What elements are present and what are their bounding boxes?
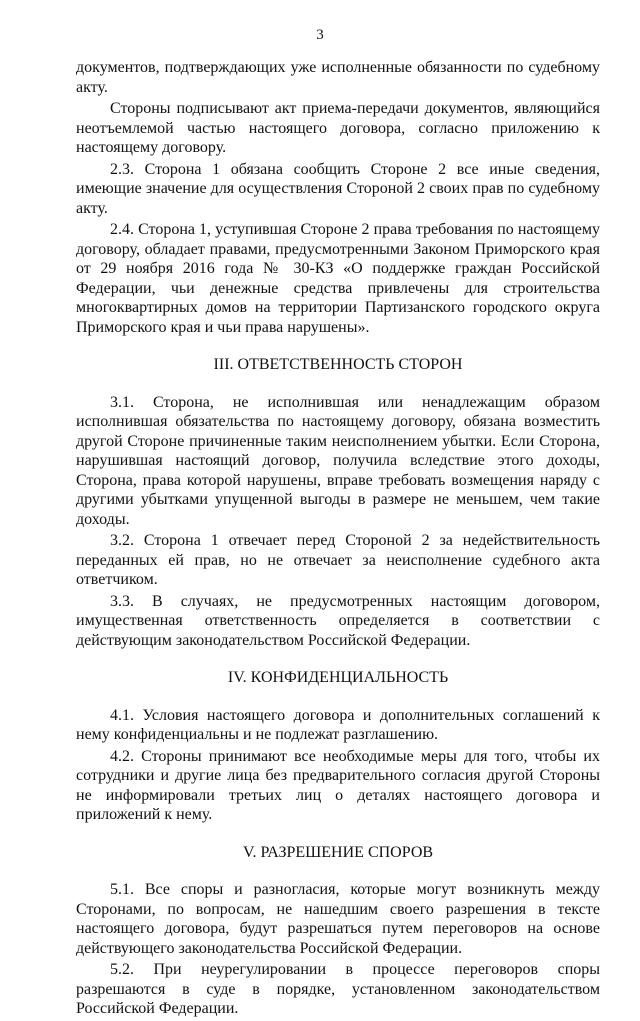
paragraph: 3.1. Сторона, не исполнившая или ненадлежащим образом исполнившая обязательства по настоящему договору, обязана возместить другой Стороне причиненные таким неисполнением убытки. Если Сторона, нарушившая настоящий договор, получила вследствие этого доходы, Сторона, права которой нарушены, вправе требовать возмещения наряду с другими убытками упущенной выгоды в размере не меньшем, чем такие доходы. [76, 393, 600, 528]
paragraph: 5.2. При неурегулировании в процессе переговоров споры разрешаются в суде в порядке, установленном законодательством Российской Федерации. [76, 961, 600, 1017]
paragraph: Стороны подписывают акт приема-передачи документов, являющийся неотъемлемой частью настоящего договора, согласно приложению к настоящему договору. [76, 100, 600, 156]
paragraph: документов, подтверждающих уже исполненные обязанности по судебному акту. [76, 59, 600, 96]
section-heading: IV. КОНФИДЕНЦИАЛЬНОСТЬ [227, 669, 449, 686]
paragraph: 2.3. Сторона 1 обязана сообщить Стороне 2 все иные сведения, имеющие значение для осуществления Стороной 2 своих прав по судебному акту. [76, 160, 600, 217]
paragraph: 4.1. Условия настоящего договора и дополнительных соглашений к нему конфиденциальны и не подлежат разглашению. [76, 706, 600, 743]
paragraph: 3.3. В случаях, не предусмотренных настоящим договором, имущественная ответственность определяется в соответствии с действующим законодательством Российской Федерации. [76, 592, 600, 649]
paragraph: 3.2. Сторона 1 отвечает перед Стороной 2 за недействительность переданных ей прав, но не отвечает за неисполнение судебного акта ответчиком. [76, 532, 600, 588]
page-number: 3 [316, 27, 324, 43]
paragraph: 4.2. Стороны принимают все необходимые меры для того, чтобы их сотрудники и другие лица без предварительного согласия другой Стороны не информировали третьих лиц о деталях настоящего договора и приложений к нему. [76, 747, 600, 823]
section-heading: III. ОТВЕТСТВЕННОСТЬ СТОРОН [213, 356, 463, 373]
section-heading: V. РАЗРЕШЕНИЕ СПОРОВ [242, 843, 434, 861]
document-body [76, 58, 600, 1021]
paragraph: 5.1. Все споры и разногласия, которые могут возникнуть между Сторонами, по вопросам, не нашедшим своего разрешения в тексте настоящего договора, будут разрешаться путем переговоров на основе действующего законодательства Российской Федерации. [76, 881, 600, 957]
paragraph: 2.4. Сторона 1, уступившая Стороне 2 права требования по настоящему договору, обладает правами, предусмотренными Законом Приморского края от 29 ноября 2016 года № 30-КЗ «О поддержке граждан Российской Федерации, чьи денежные средства привлечены для строительства многоквартирных домов на территории Партизанского городского округа Приморского края и чьи права нарушены». [76, 221, 600, 336]
